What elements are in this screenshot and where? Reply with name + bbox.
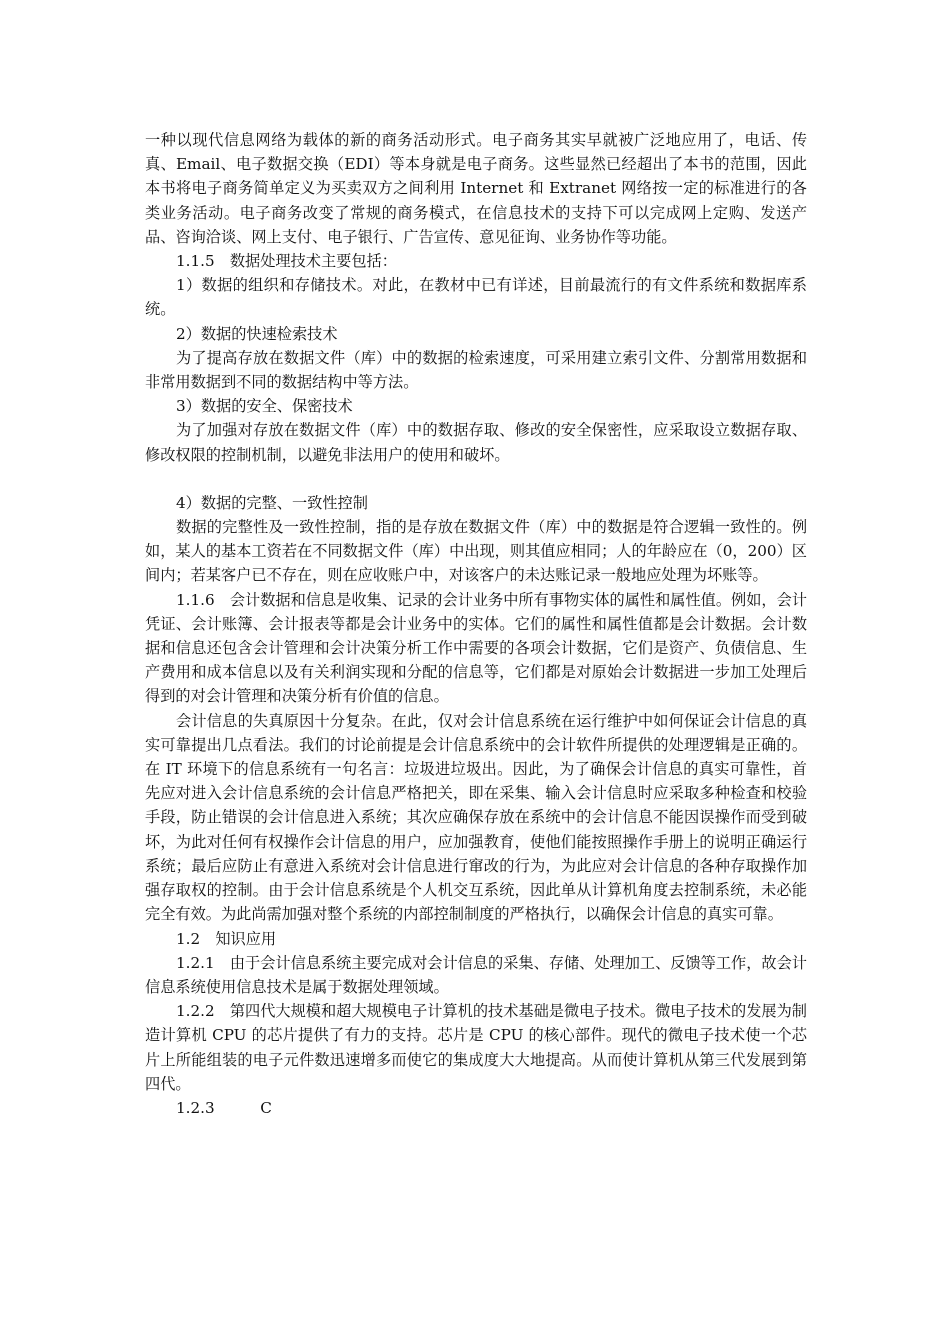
blank-line [145, 467, 807, 491]
section-1-2-heading: 1.2 知识应用 [176, 929, 277, 948]
list-item-2-heading: 2）数据的快速检索技术 [176, 324, 338, 343]
section-1-2-1-paragraph: 1.2.1 由于会计信息系统主要完成对会计信息的采集、存储、处理加工、反馈等工作，故会计信息系统使用信息技术是属于数据处理领域。 [145, 953, 807, 996]
paragraph-integrity: 数据的完整性及一致性控制，指的是存放在数据文件（库）中的数据是符合逻辑一致性的。例如，某人的基本工资若在不同数据文件（库）中出现，则其值应相同；人的年龄应在（0，200）区间内；若某客户已不存在，则在应收账户中，对该客户的未达账记录一般地应处理为坏账等。 [145, 518, 807, 585]
paragraph-ecommerce-continued: 一种以现代信息网络为载体的新的商务活动形式。电子商务其实早就被广泛地应用了，电话、传真、Email、电子数据交换（EDI）等本身就是电子商务。这些显然已经超出了本书的范围，因此本书将电子商务简单定义为买卖双方之间利用 Internet 和 Extranet 网络按一定的标准进行的各类业务活动。电子商务改变了常规的商务模式，在信息技术的支持下可以完成网上定购、发送产品、咨询洽谈、网上支付、电子银行、广告宣传、意见征询、业务协作等功能。 [145, 131, 807, 246]
paragraph-retrieval: 为了提高存放在数据文件（库）中的数据的检索速度，可采用建立索引文件、分割常用数据和非常用数据到不同的数据结构中等方法。 [145, 348, 807, 392]
list-item-1-storage: 1）数据的组织和存储技术。对此，在教材中已有详述，目前最流行的有文件系统和数据库系统。 [145, 276, 807, 319]
document-page [145, 128, 807, 1120]
paragraph-security: 为了加强对存放在数据文件（库）中的数据存取、修改的安全保密性，应采取设立数据存取、修改权限的控制机制，以避免非法用户的使用和破坏。 [145, 421, 807, 464]
list-item-3-heading: 3）数据的安全、保密技术 [176, 397, 353, 416]
section-1-1-6-paragraph: 1.1.6 会计数据和信息是收集、记录的会计业务中所有事物实体的属性和属性值。例如，会计凭证、会计账簿、会计报表等都是会计业务中的实体。它们的属性和属性值都是会计数据。会计数据和信息还包含会计管理和会计决策分析工作中需要的各项会计数据，它们是资产、负债信息、生产费用和成本信息以及有关利润实现和分配的信息等，它们都是对原始会计数据进一步加工处理后得到的对会计管理和决策分析有价值的信息。 [145, 590, 807, 706]
section-1-2-2-paragraph: 1.2.2 第四代大规模和超大规模电子计算机的技术基础是微电子技术。微电子技术的发展为制造计算机 CPU 的芯片提供了有力的支持。芯片是 CPU 的核心部件。现代的微电子技术使一个芯片上所能组装的电子元件数迅速增多而使它的集成度大大地提高。从而使计算机从第三代发展到第四代。 [145, 1002, 807, 1093]
section-1-1-5-heading: 1.1.5 数据处理技术主要包括： [176, 252, 397, 271]
section-1-2-3-answer: 1.2.3 C [176, 1098, 272, 1117]
list-item-4-heading: 4）数据的完整、一致性控制 [176, 493, 368, 512]
paragraph-distortion: 会计信息的失真原因十分复杂。在此，仅对会计信息系统在运行维护中如何保证会计信息的真实可靠提出几点看法。我们的讨论前提是会计信息系统中的会计软件所提供的处理逻辑是正确的。在 IT 环境下的信息系统有一句名言：垃圾进垃圾出。因此，为了确保会计信息的真实可靠性，首先应对进入会计信息系统的会计信息严格把关，即在采集、输入会计信息时应采取多种检查和校验手段，防止错误的会计信息进入系统；其次应确保存放在系统中的会计信息不能因误操作而受到破坏，为此对任何有权操作会计信息的用户，应加强教育，使他们能按照操作手册上的说明正确运行系统；最后应防止有意进入系统对会计信息进行窜改的行为，为此应对会计信息的各种存取操作加强存取权的控制。由于会计信息系统是个人机交互系统，因此单从计算机角度去控制系统，未必能完全有效。为此尚需加强对整个系统的内部控制制度的严格执行，以确保会计信息的真实可靠。 [145, 711, 807, 924]
